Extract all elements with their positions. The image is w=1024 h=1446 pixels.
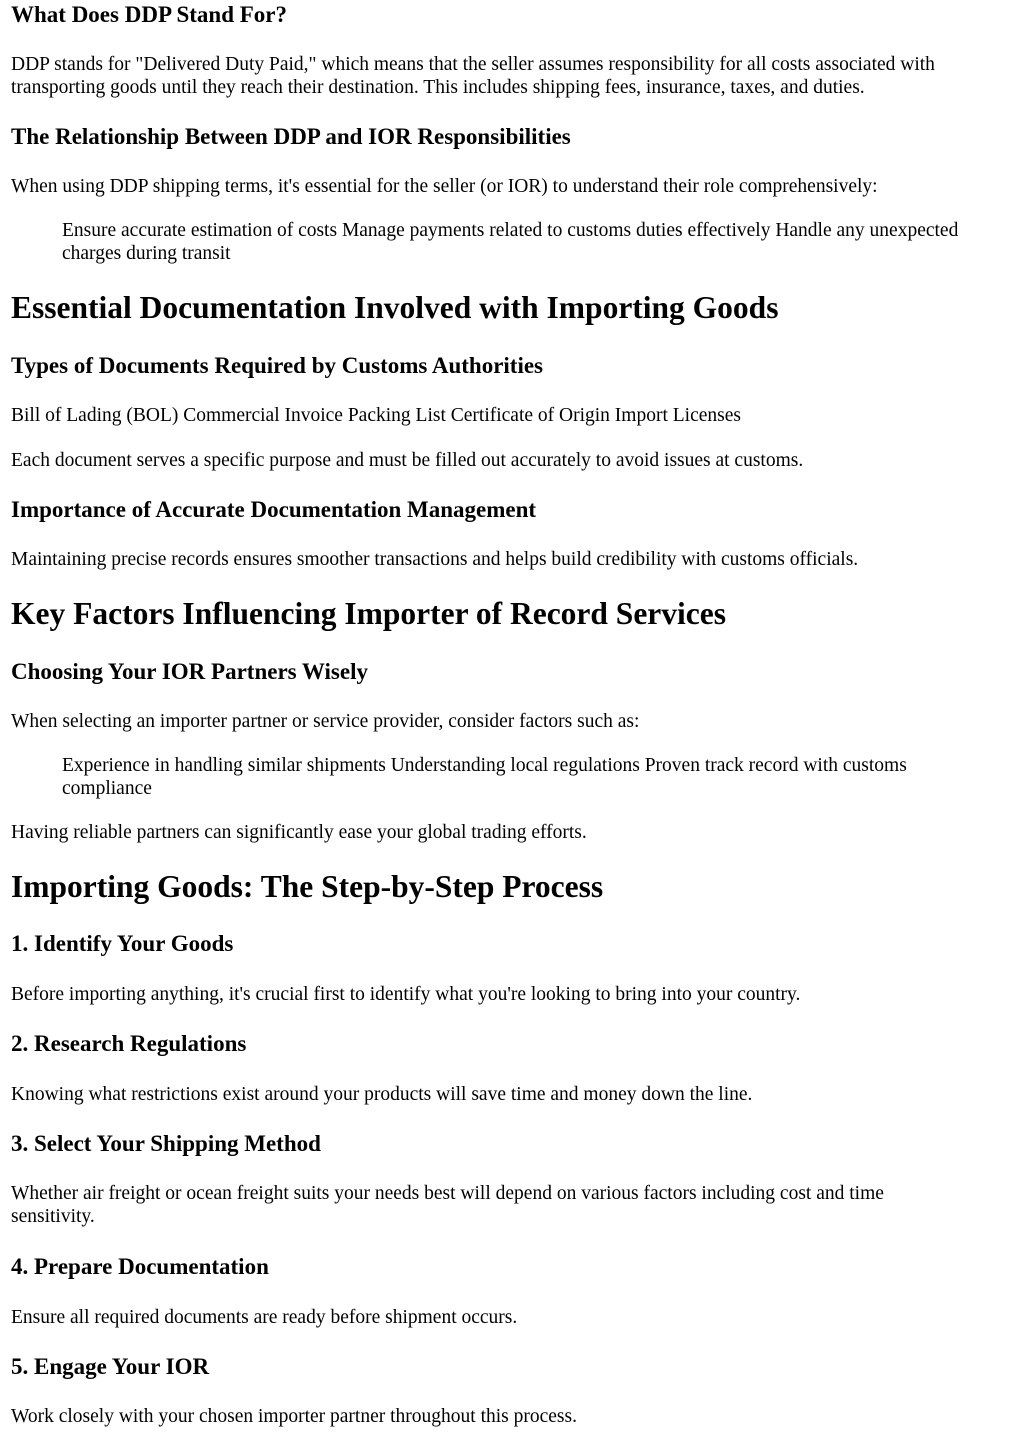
step-5-heading: 5. Engage Your IOR: [11, 1354, 210, 1379]
document-list-paragraph: Bill of Lading (BOL) Commercial Invoice Packing List Certificate of Origin Import Licenses: [11, 405, 741, 426]
key-factors-section-title: Key Factors Influencing Importer of Record Services: [11, 596, 727, 631]
partners-quote-line-2: compliance: [62, 778, 152, 799]
partners-quote-line-1: Experience in handling similar shipments Understanding local regulations Proven track record with customs: [62, 755, 907, 776]
documentation-section-title: Essential Documentation Involved with Importing Goods: [11, 290, 779, 325]
ddp-paragraph-line-1: DDP stands for "Delivered Duty Paid," which means that the seller assumes responsibility for all costs associated with: [11, 54, 935, 75]
document-types-heading: Types of Documents Required by Customs Authorities: [11, 353, 544, 378]
step-5-paragraph: Work closely with your chosen importer partner throughout this process.: [11, 1406, 577, 1427]
relationship-quote-line-1: Ensure accurate estimation of costs Manage payments related to customs duties effectively Handle any unexpected: [62, 220, 959, 241]
partners-closing-paragraph: Having reliable partners can significantly ease your global trading efforts.: [11, 822, 587, 843]
step-1-heading: 1. Identify Your Goods: [11, 931, 234, 956]
step-2-paragraph: Knowing what restrictions exist around your products will save time and money down the line.: [11, 1084, 753, 1105]
step-3-heading: 3. Select Your Shipping Method: [11, 1131, 321, 1156]
process-section-title: Importing Goods: The Step-by-Step Process: [11, 869, 604, 904]
step-3-paragraph-line-2: sensitivity.: [11, 1206, 95, 1227]
documentation-management-paragraph: Maintaining precise records ensures smoother transactions and helps build credibility with customs officials.: [11, 549, 859, 570]
relationship-quote-line-2: charges during transit: [62, 243, 231, 264]
document-purpose-paragraph: Each document serves a specific purpose and must be filled out accurately to avoid issues at customs.: [11, 450, 804, 471]
relationship-paragraph: When using DDP shipping terms, it's essential for the seller (or IOR) to understand their role comprehensively:: [11, 176, 878, 197]
step-4-heading: 4. Prepare Documentation: [11, 1254, 269, 1279]
relationship-heading: The Relationship Between DDP and IOR Responsibilities: [11, 124, 571, 149]
step-1-paragraph: Before importing anything, it's crucial first to identify what you're looking to bring into your country.: [11, 984, 801, 1005]
step-4-paragraph: Ensure all required documents are ready before shipment occurs.: [11, 1307, 518, 1328]
step-2-heading: 2. Research Regulations: [11, 1031, 247, 1056]
partners-intro-paragraph: When selecting an importer partner or service provider, consider factors such as:: [11, 711, 640, 732]
partners-heading: Choosing Your IOR Partners Wisely: [11, 659, 368, 684]
step-3-paragraph-line-1: Whether air freight or ocean freight suits your needs best will depend on various factors including cost and time: [11, 1183, 884, 1204]
documentation-management-heading: Importance of Accurate Documentation Management: [11, 497, 537, 522]
ddp-heading: What Does DDP Stand For?: [11, 2, 288, 27]
ddp-paragraph-line-2: transporting goods until they reach their destination. This includes shipping fees, insurance, taxes, and duties.: [11, 77, 865, 98]
